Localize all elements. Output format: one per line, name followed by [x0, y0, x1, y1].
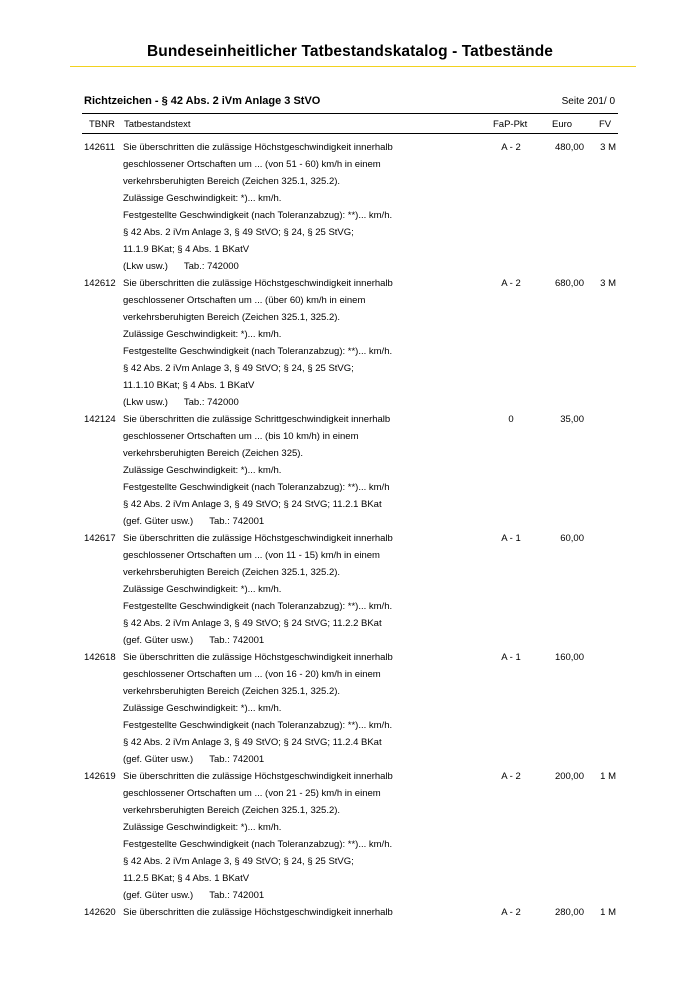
offense-list: [0, 139, 700, 921]
entry-table-ref: Tab.: 742000: [183, 397, 239, 408]
entry-fv: 1 M: [600, 907, 616, 918]
entry-text-line: [0, 445, 700, 462]
entry-text-line: [0, 649, 700, 666]
entry-tbnr: 142124: [84, 414, 116, 425]
entry-fv: 3 M: [600, 278, 616, 289]
entry-fv: 1 M: [600, 771, 616, 782]
entry-text: § 42 Abs. 2 iVm Anlage 3, § 49 StVO; § 24 StVG; 11.2.4 BKat: [123, 737, 382, 748]
header-divider: [82, 133, 618, 134]
entry-text-line: [0, 598, 700, 615]
entry-text: Zulässige Geschwindigkeit: *)... km/h.: [123, 329, 282, 340]
entry-tbnr: 142611: [84, 142, 115, 153]
entry-text-line: [0, 360, 700, 377]
entry-text: § 42 Abs. 2 iVm Anlage 3, § 49 StVO; § 24, § 25 StVG;: [123, 856, 354, 867]
entry-text-line: [0, 666, 700, 683]
entry-text: verkehrsberuhigten Bereich (Zeichen 325.1, 325.2).: [123, 567, 341, 578]
offense-entry: [0, 411, 700, 530]
entry-text: Sie überschritten die zulässige Höchstgeschwindigkeit innerhalb: [123, 652, 393, 663]
entry-text-line: [0, 819, 700, 836]
entry-text: Festgestellte Geschwindigkeit (nach Toleranzabzug): **)... km/h.: [123, 839, 393, 850]
entry-tail-line: [0, 632, 700, 649]
entry-text: Zulässige Geschwindigkeit: *)... km/h.: [123, 703, 282, 714]
entry-text-line: [0, 309, 700, 326]
entry-fap-points: A - 1: [501, 533, 521, 544]
entry-tbnr: 142612: [84, 278, 116, 289]
entry-text-line: [0, 700, 700, 717]
entry-text: Sie überschritten die zulässige Schrittgeschwindigkeit innerhalb: [123, 414, 391, 425]
entry-euro: 60,00: [560, 533, 584, 544]
entry-text-line: [0, 581, 700, 598]
entry-tail: [123, 394, 239, 411]
entry-text: 11.1.10 BKat; § 4 Abs. 1 BKatV: [123, 380, 255, 391]
entry-text: geschlossener Ortschaften um ... (bis 10 km/h) in einem: [123, 431, 359, 442]
entry-text: Festgestellte Geschwindigkeit (nach Toleranzabzug): **)... km/h.: [123, 601, 393, 612]
entry-fv: 3 M: [600, 142, 616, 153]
section-title: Richtzeichen - § 42 Abs. 2 iVm Anlage 3 StVO: [84, 95, 321, 107]
entry-text-line: [0, 785, 700, 802]
entry-text: geschlossener Ortschaften um ... (von 51 - 60) km/h in einem: [123, 159, 381, 170]
entry-text-line: [0, 853, 700, 870]
column-header-fv: FV: [599, 119, 612, 130]
entry-text: verkehrsberuhigten Bereich (Zeichen 325.1, 325.2).: [123, 176, 341, 187]
entry-table-ref: Tab.: 742001: [209, 890, 265, 901]
column-header-text: Tatbestandstext: [124, 119, 191, 130]
entry-text: geschlossener Ortschaften um ... (von 11 - 15) km/h in einem: [123, 550, 380, 561]
offense-entry: [0, 275, 700, 411]
entry-euro: 35,00: [560, 414, 584, 425]
entry-text-line: [0, 173, 700, 190]
offense-entry: [0, 649, 700, 768]
entry-text: Sie überschritten die zulässige Höchstgeschwindigkeit innerhalb: [123, 907, 393, 918]
entry-euro: 280,00: [554, 907, 584, 918]
offense-entry: [0, 904, 700, 921]
entry-text: verkehrsberuhigten Bereich (Zeichen 325.1, 325.2).: [123, 805, 341, 816]
entry-text-line: [0, 547, 700, 564]
entry-text-line: [0, 326, 700, 343]
entry-text: Zulässige Geschwindigkeit: *)... km/h.: [123, 193, 282, 204]
entry-text: verkehrsberuhigten Bereich (Zeichen 325).: [123, 448, 304, 459]
entry-table-ref: Tab.: 742001: [209, 754, 265, 765]
entry-text: Sie überschritten die zulässige Höchstgeschwindigkeit innerhalb: [123, 771, 393, 782]
entry-text-line: [0, 836, 700, 853]
entry-text: geschlossener Ortschaften um ... (über 60) km/h in einem: [123, 295, 366, 306]
entry-tail-line: [0, 751, 700, 768]
entry-euro: 160,00: [554, 652, 584, 663]
entry-fap-points: A - 2: [501, 907, 521, 918]
entry-fap-points: A - 2: [501, 278, 521, 289]
entry-text: geschlossener Ortschaften um ... (von 16 - 20) km/h in einem: [123, 669, 381, 680]
entry-fap-points: 0: [508, 414, 514, 425]
entry-text-line: [0, 241, 700, 258]
entry-vehicle-class: (Lkw usw.): [123, 397, 168, 408]
entry-text-line: [0, 479, 700, 496]
offense-entry: [0, 530, 700, 649]
entry-vehicle-class: (gef. Güter usw.): [123, 890, 194, 901]
entry-tail-line: [0, 258, 700, 275]
entry-text: Festgestellte Geschwindigkeit (nach Toleranzabzug): **)... km/h.: [123, 210, 393, 221]
entry-text-line: [0, 802, 700, 819]
entry-text: Zulässige Geschwindigkeit: *)... km/h.: [123, 465, 282, 476]
entry-fap-points: A - 1: [501, 652, 521, 663]
entry-vehicle-class: (gef. Güter usw.): [123, 754, 194, 765]
entry-table-ref: Tab.: 742000: [183, 261, 239, 272]
entry-tail-line: [0, 513, 700, 530]
entry-fap-points: A - 2: [501, 142, 521, 153]
entry-text: geschlossener Ortschaften um ... (von 21 - 25) km/h in einem: [123, 788, 381, 799]
entry-text-line: [0, 139, 700, 156]
entry-text: Sie überschritten die zulässige Höchstgeschwindigkeit innerhalb: [123, 142, 393, 153]
entry-text-line: [0, 156, 700, 173]
entry-text-line: [0, 343, 700, 360]
entry-tail: [123, 258, 239, 275]
entry-text-line: [0, 292, 700, 309]
entry-text: Sie überschritten die zulässige Höchstgeschwindigkeit innerhalb: [123, 278, 393, 289]
entry-text-line: [0, 734, 700, 751]
entry-text-line: [0, 615, 700, 632]
entry-table-ref: Tab.: 742001: [209, 516, 265, 527]
entry-text-line: [0, 411, 700, 428]
entry-tail: [123, 751, 264, 768]
entry-text: Festgestellte Geschwindigkeit (nach Toleranzabzug): **)... km/h: [123, 482, 390, 493]
entry-text-line: [0, 530, 700, 547]
entry-euro: 480,00: [554, 142, 584, 153]
entry-text: verkehrsberuhigten Bereich (Zeichen 325.1, 325.2).: [123, 686, 341, 697]
entry-text-line: [0, 275, 700, 292]
entry-text: § 42 Abs. 2 iVm Anlage 3, § 49 StVO; § 24, § 25 StVG;: [123, 227, 354, 238]
entry-tail-line: [0, 394, 700, 411]
entry-text-line: [0, 904, 700, 921]
section-divider: [82, 113, 618, 114]
entry-text: § 42 Abs. 2 iVm Anlage 3, § 49 StVO; § 24, § 25 StVG;: [123, 363, 354, 374]
entry-tbnr: 142618: [84, 652, 116, 663]
entry-text: 11.1.9 BKat; § 4 Abs. 1 BKatV: [123, 244, 250, 255]
entry-table-ref: Tab.: 742001: [209, 635, 265, 646]
entry-text-line: [0, 377, 700, 394]
entry-euro: 200,00: [554, 771, 584, 782]
entry-tbnr: 142620: [84, 907, 116, 918]
entry-fap-points: A - 2: [501, 771, 521, 782]
offense-entry: [0, 768, 700, 904]
column-header-euro: Euro: [552, 119, 573, 130]
entry-vehicle-class: (gef. Güter usw.): [123, 516, 194, 527]
offense-entry: [0, 139, 700, 275]
entry-text-line: [0, 496, 700, 513]
entry-text-line: [0, 564, 700, 581]
entry-text-line: [0, 870, 700, 887]
entry-text: Sie überschritten die zulässige Höchstgeschwindigkeit innerhalb: [123, 533, 393, 544]
entry-text: 11.2.5 BKat; § 4 Abs. 1 BKatV: [123, 873, 250, 884]
entry-text: Zulässige Geschwindigkeit: *)... km/h.: [123, 822, 282, 833]
entry-text-line: [0, 224, 700, 241]
entry-text-line: [0, 717, 700, 734]
column-header-tbnr: TBNR: [89, 119, 115, 130]
entry-text: § 42 Abs. 2 iVm Anlage 3, § 49 StVO; § 24 StVG; 11.2.1 BKat: [123, 499, 382, 510]
entry-text-line: [0, 462, 700, 479]
entry-vehicle-class: (Lkw usw.): [123, 261, 168, 272]
entry-text-line: [0, 683, 700, 700]
entry-tail-line: [0, 887, 700, 904]
entry-euro: 680,00: [554, 278, 584, 289]
entry-text-line: [0, 768, 700, 785]
entry-tail: [123, 632, 264, 649]
document-title: Bundeseinheitlicher Tatbestandskatalog - Tatbestände: [147, 43, 553, 60]
entry-tail: [123, 887, 264, 904]
entry-text: verkehrsberuhigten Bereich (Zeichen 325.1, 325.2).: [123, 312, 341, 323]
entry-text: Festgestellte Geschwindigkeit (nach Toleranzabzug): **)... km/h.: [123, 720, 393, 731]
entry-tbnr: 142617: [84, 533, 116, 544]
entry-text-line: [0, 428, 700, 445]
entry-vehicle-class: (gef. Güter usw.): [123, 635, 194, 646]
entry-text: Festgestellte Geschwindigkeit (nach Toleranzabzug): **)... km/h.: [123, 346, 393, 357]
title-divider: [70, 66, 636, 67]
entry-text: Zulässige Geschwindigkeit: *)... km/h.: [123, 584, 282, 595]
entry-text-line: [0, 207, 700, 224]
entry-tail: [123, 513, 264, 530]
entry-text-line: [0, 190, 700, 207]
page-number: Seite 201/ 0: [561, 96, 615, 107]
entry-tbnr: 142619: [84, 771, 116, 782]
column-header-fap-points: FaP-Pkt: [493, 119, 528, 130]
entry-text: § 42 Abs. 2 iVm Anlage 3, § 49 StVO; § 24 StVG; 11.2.2 BKat: [123, 618, 382, 629]
